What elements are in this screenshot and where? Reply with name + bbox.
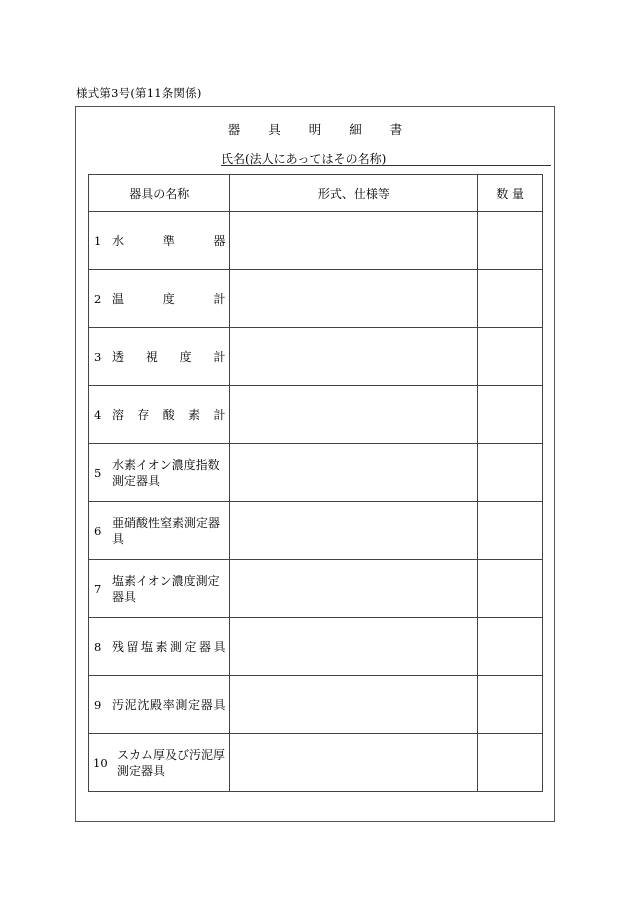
document-frame <box>75 106 555 822</box>
table-row <box>89 560 543 618</box>
spec-cell[interactable] <box>230 386 478 444</box>
table-row <box>89 502 543 560</box>
item-number: 2 <box>94 291 102 306</box>
item-number: 5 <box>94 465 102 480</box>
spec-cell[interactable] <box>230 444 478 502</box>
table-row <box>89 328 543 386</box>
equipment-name-cell <box>89 270 230 328</box>
spec-cell[interactable] <box>230 212 478 270</box>
quantity-cell[interactable] <box>478 734 543 792</box>
quantity-cell[interactable] <box>478 676 543 734</box>
header-spec: 形式、仕様等 <box>230 175 478 212</box>
table-row <box>89 444 543 502</box>
quantity-cell[interactable] <box>478 502 543 560</box>
equipment-name-cell <box>89 676 230 734</box>
document-title: 器 具 明 細 書 <box>227 122 403 137</box>
spec-cell[interactable] <box>230 560 478 618</box>
equipment-name-cell <box>89 212 230 270</box>
spec-cell[interactable] <box>230 676 478 734</box>
item-number: 3 <box>94 349 102 364</box>
item-number: 10 <box>93 755 108 770</box>
equipment-name-cell <box>89 734 230 792</box>
applicant-name-label: 氏名(法人にあってはその名称) <box>221 152 387 166</box>
item-name: 温度計 <box>112 291 226 306</box>
item-name: 水準器 <box>112 233 226 248</box>
item-name: スカム厚及び汚泥厚測定器具 <box>117 747 226 778</box>
item-number: 7 <box>94 581 102 596</box>
equipment-name-cell <box>89 618 230 676</box>
spec-cell[interactable] <box>230 734 478 792</box>
applicant-name-field[interactable] <box>221 150 551 166</box>
item-name: 水素イオン濃度指数測定器具 <box>112 457 220 488</box>
table-row <box>89 676 543 734</box>
spec-cell[interactable] <box>230 270 478 328</box>
quantity-cell[interactable] <box>478 618 543 676</box>
table-row <box>89 270 543 328</box>
equipment-name-cell <box>89 444 230 502</box>
table-row <box>89 212 543 270</box>
equipment-name-cell <box>89 560 230 618</box>
item-number: 9 <box>94 697 102 712</box>
spec-cell[interactable] <box>230 618 478 676</box>
equipment-name-cell <box>89 386 230 444</box>
header-equipment-name: 器具の名称 <box>89 175 230 212</box>
item-name: 塩素イオン濃度測定器具 <box>112 573 220 604</box>
item-name: 残留塩素測定器具 <box>112 639 226 654</box>
table-header-row <box>89 175 543 212</box>
item-name: 溶存酸素計 <box>112 407 226 422</box>
item-number: 4 <box>94 407 102 422</box>
item-name: 汚泥沈殿率測定器具 <box>112 697 226 712</box>
form-number-label: 様式第3号(第11条関係) <box>76 86 202 100</box>
quantity-cell[interactable] <box>478 212 543 270</box>
equipment-table <box>88 174 543 792</box>
equipment-name-cell <box>89 328 230 386</box>
item-name: 亜硝酸性窒素測定器具 <box>112 515 221 546</box>
equipment-name-cell <box>89 502 230 560</box>
table-row <box>89 618 543 676</box>
quantity-cell[interactable] <box>478 444 543 502</box>
item-name: 透視度計 <box>112 349 226 364</box>
table-row <box>89 734 543 792</box>
item-number: 6 <box>94 523 102 538</box>
spec-cell[interactable] <box>230 328 478 386</box>
quantity-cell[interactable] <box>478 560 543 618</box>
quantity-cell[interactable] <box>478 270 543 328</box>
item-number: 1 <box>94 233 102 248</box>
item-number: 8 <box>94 639 102 654</box>
quantity-cell[interactable] <box>478 386 543 444</box>
table-row <box>89 386 543 444</box>
spec-cell[interactable] <box>230 502 478 560</box>
quantity-cell[interactable] <box>478 328 543 386</box>
header-quantity: 数 量 <box>478 175 543 212</box>
